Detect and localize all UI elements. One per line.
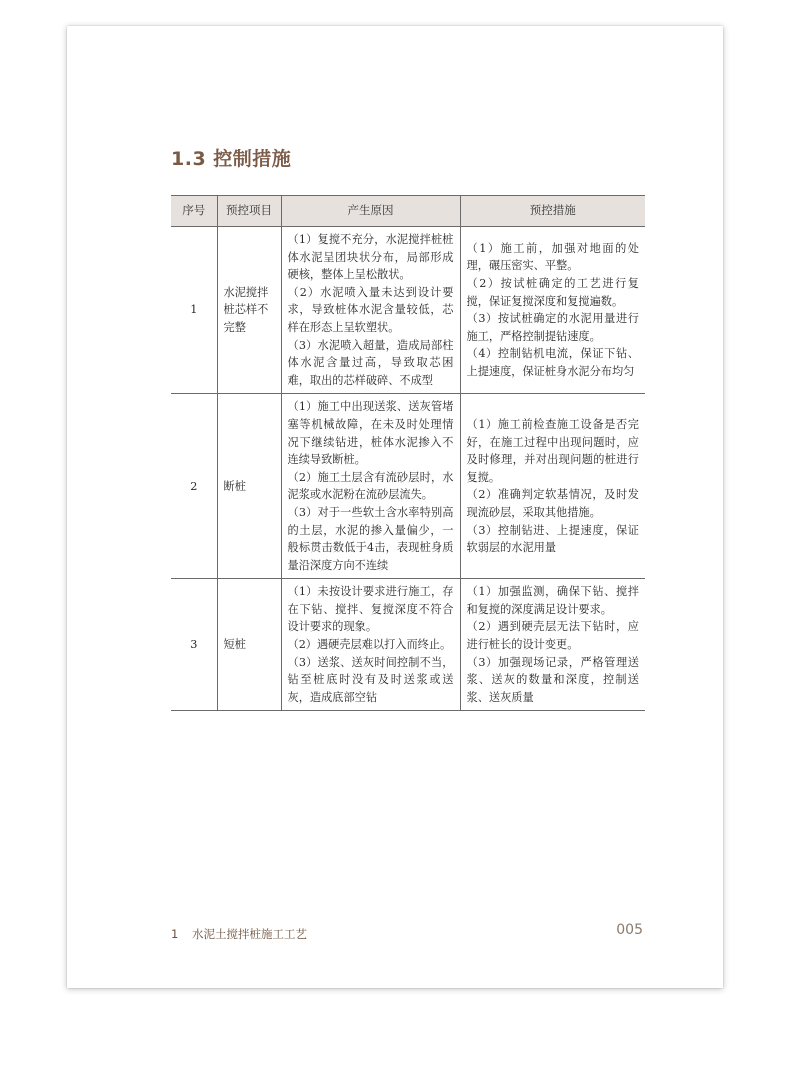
table-row [171,394,645,579]
row-number: 2 [171,394,217,579]
measure-text: （3）按试桩确定的水泥用量进行施工，严格控制提钻速度。 [466,312,639,343]
measure-text: （1）施工前检查施工设备是否完好，在施工过程中出现问题时，应及时修理，并对出现问题的桩进行复搅。 [466,417,639,484]
chapter-number: 1 [171,927,179,941]
measure-text: （2）遇到硬壳层无法下钻时，应进行桩长的设计变更。 [466,620,639,652]
cause-cell [281,227,460,394]
measure-cell [460,579,645,711]
cause-text: （1）未按设计要求进行施工，存在下钻、搅拌、复搅深度不符合设计要求的现象。 [287,585,454,634]
measure-text: （2）准确判定软基情况，及时发现流砂层，采取其他措施。 [466,488,639,519]
measure-cell [460,227,645,394]
cause-cell [281,579,460,711]
header-no: 序号 [171,196,217,227]
header-measure: 预控措施 [460,196,645,227]
measure-text: （3）加强现场记录，严格管理送浆、送灰的数量和深度，控制送浆、送灰质量 [466,655,639,704]
cause-text: （3）对于一些软土含水率特别高的土层，水泥的掺入量偏少，一般标贯击数低于4击，表现桩身质量沿深度方向不连续 [287,505,454,572]
header-item: 预控项目 [217,196,281,227]
cause-text: （3）水泥喷入超量，造成局部柱体水泥含量过高，导致取芯困难，取出的芯样破碎、不成型 [287,338,454,387]
measure-text: （1）施工前，加强对地面的处理，碾压密实、平整。 [466,241,639,273]
header-cause: 产生原因 [281,196,460,227]
cause-text: （1）施工中出现送浆、送灰管堵塞等机械故障，在未及时处理情况下继续钻进，桩体水泥掺入不连续导致断桩。 [287,400,454,467]
table-header-row [171,196,645,227]
document-page [67,26,723,988]
cause-cell [281,394,460,579]
control-item: 水泥搅拌桩芯样不完整 [217,227,281,394]
control-measures-table [171,195,645,711]
page-number: 005 [616,922,643,938]
cause-text: （2）遇硬壳层难以打入而终止。 [287,638,452,652]
running-footer [171,926,307,942]
measure-text: （4）控制钻机电流，保证下钻、上提速度，保证桩身水泥分布均匀 [466,347,639,378]
cause-text: （2）水泥喷入量未达到设计要求，导致桩体水泥含量较低，芯样在形态上呈软塑状。 [287,285,454,334]
table-row [171,579,645,711]
table-row [171,227,645,394]
section-title: 1.3 控制措施 [171,148,292,170]
row-number: 1 [171,227,217,394]
measure-text: （1）加强监测，确保下钻、搅拌和复搅的深度满足设计要求。 [466,585,639,616]
measure-text: （2）按试桩确定的工艺进行复搅，保证复搅深度和复搅遍数。 [466,276,639,308]
control-item: 短桩 [217,579,281,711]
cause-text: （1）复搅不充分，水泥搅拌桩桩体水泥呈团块状分布，局部形成硬核，整体上呈松散状。 [287,233,454,282]
chapter-title: 水泥土搅拌桩施工工艺 [191,927,307,941]
cause-text: （2）施工土层含有流砂层时，水泥浆或水泥粉在流砂层流失。 [287,470,454,502]
measure-text: （3）控制钻进、上提速度，保证软弱层的水泥用量 [466,523,639,555]
measure-cell [460,394,645,579]
cause-text: （3）送浆、送灰时间控制不当，钻至桩底时没有及时送浆或送灰，造成底部空钻 [287,655,454,704]
row-number: 3 [171,579,217,711]
control-item: 断桩 [217,394,281,579]
